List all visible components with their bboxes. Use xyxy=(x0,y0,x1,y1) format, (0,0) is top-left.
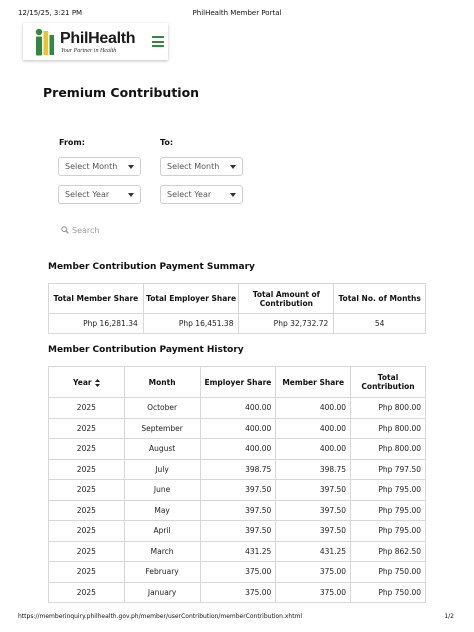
month-cell: January xyxy=(124,582,200,603)
member-share-cell: 400.00 xyxy=(276,418,351,439)
history-header-employer-share: Employer Share xyxy=(200,367,276,398)
history-row xyxy=(49,541,426,562)
caret-down-icon xyxy=(128,165,134,169)
summary-member-share-value: Php 16,281.34 xyxy=(49,314,144,334)
employer-share-cell: 400.00 xyxy=(200,439,276,460)
month-cell: August xyxy=(124,439,200,460)
month-cell: May xyxy=(124,500,200,521)
print-url: https://memberinquiry.philhealth.gov.ph/member/userContribution/memberContribution.xhtml xyxy=(18,613,303,620)
total-contribution-cell: Php 750.00 xyxy=(351,562,426,583)
employer-share-cell: 400.00 xyxy=(200,418,276,439)
summary-header-total-amount: Total Amount of Contribution xyxy=(239,284,334,314)
search-label: Search xyxy=(72,226,100,235)
employer-share-cell: 397.50 xyxy=(200,521,276,542)
search-button[interactable] xyxy=(61,226,99,235)
history-header-row xyxy=(49,367,426,398)
caret-down-icon xyxy=(128,193,134,197)
summary-title: Member Contribution Payment Summary xyxy=(48,262,255,272)
total-contribution-cell: Php 800.00 xyxy=(351,418,426,439)
from-month-select[interactable] xyxy=(58,157,141,176)
hamburger-menu-icon[interactable] xyxy=(152,36,164,47)
year-cell: 2025 xyxy=(49,439,125,460)
page-title: Premium Contribution xyxy=(43,85,200,100)
history-row xyxy=(49,480,426,501)
summary-header-total-months: Total No. of Months xyxy=(334,284,426,314)
history-row xyxy=(49,459,426,480)
history-header-year[interactable] xyxy=(49,367,125,398)
to-month-value: Select Month xyxy=(167,162,220,171)
year-cell: 2025 xyxy=(49,562,125,583)
history-header-total-contribution: Total Contribution xyxy=(351,367,426,398)
employer-share-cell: 400.00 xyxy=(200,398,276,419)
month-cell: October xyxy=(124,398,200,419)
history-title: Member Contribution Payment History xyxy=(48,345,244,355)
month-cell: March xyxy=(124,541,200,562)
search-icon xyxy=(61,226,69,234)
total-contribution-cell: Php 795.00 xyxy=(351,480,426,501)
to-year-select[interactable] xyxy=(160,185,243,204)
brand-name: PhilHealth xyxy=(60,30,136,47)
employer-share-cell: 398.75 xyxy=(200,459,276,480)
member-share-cell: 398.75 xyxy=(276,459,351,480)
employer-share-cell: 431.25 xyxy=(200,541,276,562)
member-share-cell: 400.00 xyxy=(276,398,351,419)
print-page-number: 1/2 xyxy=(444,613,454,620)
total-contribution-cell: Php 800.00 xyxy=(351,398,426,419)
summary-table xyxy=(48,283,426,334)
employer-share-cell: 397.50 xyxy=(200,480,276,501)
from-year-select[interactable] xyxy=(58,185,141,204)
member-share-cell: 400.00 xyxy=(276,439,351,460)
employer-share-cell: 375.00 xyxy=(200,562,276,583)
navbar xyxy=(23,23,168,60)
total-contribution-cell: Php 795.00 xyxy=(351,500,426,521)
caret-down-icon xyxy=(230,193,236,197)
caret-down-icon xyxy=(230,165,236,169)
history-row xyxy=(49,500,426,521)
member-share-cell: 375.00 xyxy=(276,562,351,583)
print-timestamp: 12/15/25, 3:21 PM xyxy=(18,9,83,17)
summary-row xyxy=(49,314,426,334)
year-cell: 2025 xyxy=(49,480,125,501)
month-cell: September xyxy=(124,418,200,439)
history-body xyxy=(49,398,426,603)
summary-header-employer-share: Total Employer Share xyxy=(143,284,239,314)
total-contribution-cell: Php 862.50 xyxy=(351,541,426,562)
member-share-cell: 431.25 xyxy=(276,541,351,562)
summary-total-amount-value: Php 32,732.72 xyxy=(239,314,334,334)
history-header-month: Month xyxy=(124,367,200,398)
to-year-value: Select Year xyxy=(167,190,212,199)
history-row xyxy=(49,562,426,583)
total-contribution-cell: Php 750.00 xyxy=(351,582,426,603)
total-contribution-cell: Php 795.00 xyxy=(351,521,426,542)
history-header-member-share: Member Share xyxy=(276,367,351,398)
summary-header-member-share: Total Member Share xyxy=(49,284,144,314)
year-cell: 2025 xyxy=(49,418,125,439)
member-share-cell: 397.50 xyxy=(276,500,351,521)
year-cell: 2025 xyxy=(49,398,125,419)
brand-tagline: Your Partner in Health xyxy=(61,48,117,54)
history-row xyxy=(49,582,426,603)
member-share-cell: 397.50 xyxy=(276,480,351,501)
year-cell: 2025 xyxy=(49,521,125,542)
month-cell: February xyxy=(124,562,200,583)
from-year-value: Select Year xyxy=(65,190,110,199)
month-cell: April xyxy=(124,521,200,542)
year-cell: 2025 xyxy=(49,541,125,562)
summary-employer-share-value: Php 16,451.38 xyxy=(143,314,239,334)
summary-total-months-value: 54 xyxy=(334,314,426,334)
month-cell: July xyxy=(124,459,200,480)
to-label: To: xyxy=(160,138,174,147)
year-cell: 2025 xyxy=(49,459,125,480)
member-share-cell: 375.00 xyxy=(276,582,351,603)
from-month-value: Select Month xyxy=(65,162,118,171)
member-share-cell: 397.50 xyxy=(276,521,351,542)
total-contribution-cell: Php 800.00 xyxy=(351,439,426,460)
print-page-title: PhilHealth Member Portal xyxy=(192,9,282,17)
from-label: From: xyxy=(59,138,85,147)
month-cell: June xyxy=(124,480,200,501)
history-table xyxy=(48,366,426,603)
history-row xyxy=(49,439,426,460)
year-cell: 2025 xyxy=(49,582,125,603)
employer-share-cell: 375.00 xyxy=(200,582,276,603)
to-month-select[interactable] xyxy=(160,157,243,176)
year-cell: 2025 xyxy=(49,500,125,521)
history-row xyxy=(49,398,426,419)
history-row xyxy=(49,418,426,439)
history-header-year-label: Year xyxy=(73,377,92,387)
summary-header-row xyxy=(49,284,426,314)
sort-icon xyxy=(95,379,100,387)
total-contribution-cell: Php 797.50 xyxy=(351,459,426,480)
history-row xyxy=(49,521,426,542)
philhealth-logo-icon[interactable] xyxy=(33,27,59,57)
employer-share-cell: 397.50 xyxy=(200,500,276,521)
